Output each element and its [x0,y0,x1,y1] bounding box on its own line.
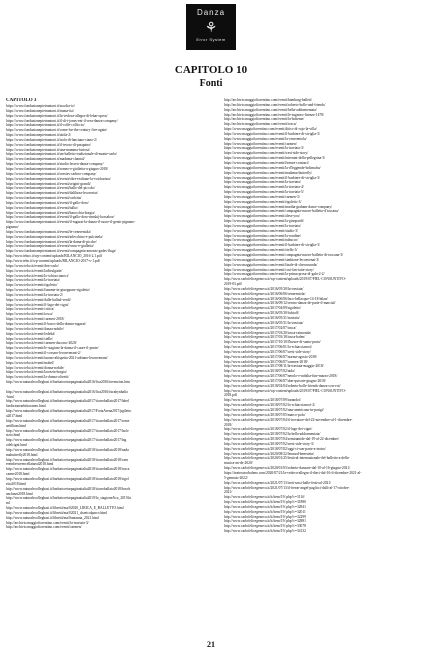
source-link[interactable]: https://www.tebo.it/eventi/la-traviata/ [6,278,60,283]
source-link[interactable]: https://www.fondazionepietrantoni.it/madama-chantal/ [6,157,85,162]
source-link[interactable]: http://www.carlofelicegenova.it/2021/07/13/torti-sassi-balle-festival-2021/ [224,480,332,485]
source-link[interactable]: https://www.maggiofiorentino.com/eventi/la-traviata-4/ [224,185,304,190]
source-link[interactable]: http://www.carlofelicegenova.it/2018/07/02/una-americano-in-parigi/ [224,408,324,412]
source-link[interactable]: https://www.tebo.it/eventi/il-barco-della-donna-ragazzi/ [6,321,87,326]
source-link[interactable]: http://www.carlofelicegenova.it/2017/06/07/nerolo-e-nobilta-fine-marzo-2018/ [224,374,338,379]
source-link[interactable]: http://www.carlofelicegenova.it/2016/06/06/laco-bellacque-14-18-bilan/ [224,296,328,301]
source-link[interactable]: http://www.carlofelicegenova.it/it/item/19/.php?c=31880 [224,500,306,505]
source-link[interactable]: http://www.naturalecollegbasi.it/barbatoceiarpaginaitalia2017/ticaroballato2017/lag [6,438,127,443]
source-link[interactable]: http://www.carlofelicegenova.it/2017/10/10/l'hustre-di-santo-prato/ [224,340,321,345]
source-link[interactable]: 2018.pdf [224,393,237,398]
source-link[interactable]: http://www.naturalecollegbasi.it/libretti/ma/02020_LIRICA_E_BALLETTO.html [6,506,124,511]
source-link[interactable]: https://www.tebo.it/eventi/fedeltà/ [6,331,56,336]
source-link[interactable]: https://www.maggiofiorentino.com/eventi/la-cenerentola/ [224,136,307,141]
source-link[interactable]: https://www.maggiofiorentino.com/eventi/la-traviata-3/ [224,146,304,151]
source-link[interactable]: https://www.maggiofiorentino.com/eventi/compagnia-nuovo-balletto-di-toscana-3/ [224,253,344,257]
source-link[interactable]: http://www.carlofelicegenova.it/2018/07/02/la-bella-addormentata/ [224,432,321,437]
source-link[interactable]: http://www.naturalecollegbasi.it/libretti/ma/02021_chaeicalparco.html [6,510,108,515]
source-link[interactable]: http://www.naturalecollegbasi.it/barbatoceiarpaginaitalia2017/ticaroballato2017/rome [6,418,130,423]
source-link[interactable]: http://www.carlofelicegenova.it/2020/01/25/festival-internazionale-del-balletto-a-della- [224,456,350,461]
source-link[interactable]: https://www.fondazionepietrantoni.it/eventi/compagnia-antonio-gades-flugs/ [6,249,117,254]
source-link[interactable]: http://www.carlofelicegenova.it/it/item/19/.php?c=34132 [224,529,306,534]
source-link[interactable]: https://www.maggiofiorentino.com/eventi/martha-graham-dance-company/ [224,204,333,209]
source-link[interactable]: http://www.naturalecollegbasi.it/barbatoceiarpaginaitalia2018/ticaroballato2018/bosch [6,486,131,491]
source-link[interactable]: http://www.carlofelicegenova.it/2018/07/02/aida/ [224,369,295,374]
source-link[interactable]: https://www.maggiofiorentino.com/eventi/la-traviata-5/ [224,190,304,195]
source-link[interactable]: http://www.carlofelicegenova.it/wp-content/uploads/2019/07/PIEL-CONSUNTIVO- [224,277,346,282]
source-link[interactable]: http://www.tebo.it/wp-content/uploads/BILANCIO-2017-v-1.pdf [6,259,100,263]
source-link[interactable]: https://www.fondazionepietrantoni.it/eventi/oltre-realtune-la-voicharista/ [6,176,111,181]
source-link[interactable]: http://archivio.maggiofiorentino.com/eventi/la-traviata-3/ [6,520,89,525]
source-link[interactable]: https://www.maggiofiorentino.com/eventi/il-barbiere-di-siviglia-3/ [224,131,320,136]
right-link-list [224,98,420,534]
company-logo [186,4,236,50]
source-link[interactable]: https://teatroarcobaleno.com/2020/07/21/la-vedova-allegra-il-dieci-dal-16-il-dicembre-2021-al- [224,470,362,475]
source-link[interactable]: https://www.fondazionepietrantoni.it/un-balletto-tradizionale-di-monte-carlo/ [6,152,118,157]
source-link[interactable]: http://www.carlofelicegenova.it/2018/07/02/lo-schiaccianoci-2/ [224,403,316,408]
source-link[interactable]: http://archivio.maggiofiorentino.com/eventi/carmen/ [6,525,82,530]
source-link[interactable]: http://archivio.maggiofiorentino.com/eventi/la-boheme/ [224,117,305,122]
source-link[interactable]: mabutterfly2018.html [6,452,38,457]
source-link[interactable]: a2017.html [6,414,23,418]
source-link[interactable]: http://www.carlofelicegenova.it/2017/06/07/don-quixote-giugno-2018/ [224,378,326,383]
source-link[interactable]: https://www.maggiofiorentino.com/eventi/cosi-fan-tutte-story/ [224,267,314,272]
source-link[interactable]: http://www.naturalecollegbasi.it/barbatoceiarpaginaitalia2019/lo_stagione/lica_2019.ht [6,496,132,501]
source-link[interactable]: https://www.fondazionepietrantoni.it/isola-di-lanciano-ciano-2/ [6,137,97,142]
source-link[interactable]: http://www.naturalecollegbasi.it/barbatoceiarpaginaitalia2018/ticaroballato2018/nada [6,447,129,452]
source-link[interactable]: http://www.carlofelicegenova.it/2017/06/01/lo-schiaccianoci/ [224,345,313,350]
source-link[interactable]: http://www.carlofelicegenova.it/2018/07/02/oggi-ci-son-parte-a-teatro/ [224,446,326,451]
source-link[interactable]: https://www.tebo.it/eventi/la-traviata-2/ [6,292,63,297]
source-link[interactable]: https://www.fondazionepietrantoni.it/eventi/arlecchino-e-pulcinela/ [6,234,103,239]
source-link[interactable]: https://www.fondazionepietrantoni.it/eventi/barocchia-borgia/ [6,210,95,215]
source-link[interactable]: https://www.maggiofiorentino.com/eventi/interrani-della-pellegrina-3/ [224,156,326,161]
source-link[interactable]: https://www.maggiofiorentino.com/eventi/carmen-3/ [224,194,300,199]
source-link[interactable]: etto2018.html [6,481,27,486]
source-link[interactable]: https://www.tebo.it/eventi/mabel/ [6,360,55,365]
source-link[interactable]: http://archivio.maggiofiorentino.com/eventi/bella-addormentata/ [224,107,317,112]
source-link[interactable]: https://www.tebo.it/eventi/lo-schiaccianoci/ [6,273,69,278]
source-link[interactable]: http://www.naturalecollegbasi.it/barbatoceiarpaginaitalia2016/lica2016/istrabynbalia [6,389,128,394]
source-link[interactable]: http://www.carlofelicegenova.it/it/item/19/.php?c=33078 [224,524,306,529]
source-link[interactable]: https://www.fondazionepietrantoni.it/eventi/dalilizza-lecorestar/ [6,191,98,196]
source-link[interactable]: http://www.carlofelicegenova.it/2018/07/02/il-lago-dei-cigni/ [224,427,313,432]
source-link[interactable]: aetilliam.html [6,423,27,428]
source-link[interactable]: http://archivio.maggiofiorentino.com/eventi/tosca/ [224,122,297,127]
source-link[interactable]: http://archivio.maggiofiorentino.com/eventi/roberto-bolle-and-friends/ [224,102,326,107]
source-link[interactable]: https://www.tebo.it/eventi/carmen-dacorso-2020/ [6,341,77,346]
source-link[interactable]: http://www.naturalecollegbasi.it/barbatoceiarpaginaitalia2018/ticaroballato2018/rigol [6,476,129,481]
source-link[interactable]: https://www.fondazionepietrantoni.it/eventi/tullio/ [6,205,79,210]
source-link[interactable]: https://www.fondazionepietrantoni.it/attila-2/ [6,133,72,138]
source-link[interactable]: http://www.carlofelicegenova.it/2017/03/18/tosca-balen/ [224,335,306,340]
logo-tagline: Error System [196,37,226,42]
section-label: CAPITOLO 3 [6,98,37,103]
source-link[interactable]: http://www.carlofelicegenova.it/2018/07/04/semiramide-dal-19-al-22-dicembre/ [224,437,340,442]
source-link[interactable]: http://www.carlofelicegenova.it/2017/03/20/tosca-raimonda/ [224,330,311,335]
right-column [224,98,420,618]
source-link[interactable]: https://www.maggiofiorentino.com/eventi/finale-di-cherossonda/ [224,262,318,267]
source-link[interactable]: https://www.maggiofiorentino.com/eventi/ditico-di-rojo-la-villa/ [224,127,317,132]
source-link[interactable]: https://www.fondazionepietrantoni.it/studio-lecreo-danza-company/ [6,162,104,167]
source-link[interactable]: https://www.maggiofiorentino.com/eventi/la-prima-prosa-di-gala-2-2/ [224,272,325,277]
source-link[interactable]: http://www.carlofelicegenova.it/it/item/19/.php?c=32841 [224,504,306,509]
source-link[interactable]: http://www.carlofelicegenova.it/2017/04/09/rigoletto/ [224,306,302,311]
source-link[interactable]: https://www.tebo.it/eventi/den-carlo/ [6,263,59,268]
source-link[interactable]: https://www.maggiofiorentino.com/eventi/carmen/ [224,141,297,146]
source-link[interactable]: 5-gennaio-2022/ [224,475,248,480]
source-link[interactable]: http://www.naturalecollegbasi.it/barbatoceiarpaginaitalia2016/lica2016/invenzion.htm [6,380,130,385]
source-link[interactable]: http://www.carlofelicegenova.it/2018/07/04/il-trovatore-del-22-novembre-al-1-dicembre- [224,417,353,422]
source-link[interactable]: http://www.carlofelicegenova.it/2020/08/22/leonard-bernstein/ [224,451,314,456]
source-link[interactable]: https://www.fondazionepietrantoni.it/una-mamma-furiosa/ [6,147,90,152]
source-link[interactable]: https://www.maggiofiorentino.com/eventi/compagnia-nuovo-balletto-d'toscana/ [224,209,339,214]
source-link[interactable]: https://www.fondazionepietrantoni.it/eventi/rosso-e-gialletta/ [6,244,94,249]
source-link[interactable]: http://www.carlofelicegenova.it/wp-content/uploads/2019/07/PIEL-CONSUNTIVO- [224,388,346,393]
source-link[interactable]: http://www.carlofelicegenova.it/it/item/19/.php?c=32299 [224,514,306,519]
source-link[interactable]: http://www.carlofelicegenova.it/2018/07/02/west-side-story-3/ [224,441,314,446]
source-link[interactable]: sizio.html [6,433,21,438]
source-link[interactable]: http://www.carlofelicegenova.it/2018/07/09/turandot/ [224,398,301,403]
source-link[interactable]: https://www.maggiofiorentino.com/eventi/otello-3/ [224,248,298,253]
source-link[interactable]: http://www.carlofelicegenova.it/2016/09/12/centro-danza-de-parte-il-marcial/ [224,301,336,306]
source-link[interactable]: http://www.carlofelicegenova.it/2017/06/07/west-side-story/ [224,349,311,354]
logo-name: Danza [196,8,226,17]
chapter-subtitle: Fonti [199,78,223,89]
source-link[interactable]: https://www.tebo.it/eventi/stelle/ [6,336,53,341]
source-link[interactable]: ereinbetweencellataeal2018.html [6,462,54,467]
source-link[interactable]: http://www.naturalecollegbasi.it/barbatoceiarpaginaitalia2018/ticaroballato2018/cam [6,457,128,462]
source-link[interactable]: https://www.tebo.it/eventi/il-lago-dei-cigni/ [6,302,69,307]
source-link[interactable]: https://www.tebo.it/eventi/tosca/ [6,312,53,317]
source-link[interactable]: https://www.fondazionepietrantoni.it/ascolta-io/ [6,104,75,108]
source-link[interactable]: https://www.maggiofiorentino.com/eventi/nabucco/ [224,238,299,243]
source-link[interactable]: http://www.naturalecollegbasi.it/barbatoceiarpaginaitalia2017/FortaArena2017/pgiletto [6,409,132,414]
source-link[interactable]: https://www.tebo.it/eventi/ladivulgatie/ [6,268,63,273]
source-link[interactable]: http://www.naturalecollegbasi.it/barbatoceiarpaginaitalia2017/ticaroballato2017/lacle [6,428,129,433]
source-link[interactable]: http://www.carlofelicegenova.it/2016/05/30/falstaff/ [224,311,299,316]
source-link[interactable]: https://www.tebo.it/eventi/fiamme-in-giuoppone-rigoletto/ [6,288,91,293]
source-link[interactable]: -html [6,394,14,399]
source-link[interactable]: http://www.naturalecollegbasi.it/barbatoceiarpaginaitalia2018/ticaroballato2018/tosca [6,467,130,472]
source-link[interactable]: https://www.fondazionepietrantoni.it/eventi/il-gallo-doro-rimskij-korsakov/ [6,215,115,220]
source-link[interactable]: https://www.maggiofiorentino.com/eventi/simbione-leconvenat-3/ [224,257,320,262]
source-link[interactable]: http://www.carlofelicegenova.it/2021/07/13/il-freear-angel-paglicci-dalli-al-17-ottobre- [224,485,350,490]
source-link[interactable]: https://www.fondazionepietrantoni.it/eventi/il-ragazzi-la-danza-il-cuore-il-genio-pignano- [6,220,136,225]
source-link[interactable]: http://www.carlofelicegenova.it/2016/05/30/la-traviata/ [224,286,304,291]
source-link[interactable]: https://www.tebo.it/eventi/danza-nobile/ [6,326,64,331]
source-link[interactable]: https://www.maggiofiorentino.com/eventi/la-traviata/ [224,180,301,185]
source-link[interactable]: http://www.teboo.it/wp-content/uploads/BILANCIO_2016-2.1.pdf [6,254,102,259]
source-link[interactable]: https://www.fondazionepietrantoni.it/la-vedova-allegra-di-lehar-opera/ [6,113,108,118]
left-column [6,98,202,618]
source-link[interactable]: https://www.fondazionepietrantoni.it/eventi/carlotta/ [6,196,82,201]
source-link[interactable]: http://www.carlofelicegenova.it/2016/05/31/la-traviata/ [224,320,304,325]
source-link[interactable]: http://www.carlofelicegenova.it/2017/08/11/la-traviata-maggio-2018/ [224,364,324,369]
source-link[interactable]: https://www.maggiofiorentino.com/eventi/firenze-contract/ [224,160,309,165]
left-link-list [6,104,202,530]
source-link[interactable]: https://www.fondazionepietrantoni.it/eventi/ballo-del-piccolo/ [6,186,96,191]
source-link[interactable]: 2019-03.pdf [224,282,242,287]
source-link[interactable]: https://www.maggiofiorentino.com/eventi/madama-butterfly/ [224,170,312,175]
source-link[interactable]: https://www.tebo.it/eventi/critica/ [6,307,55,312]
source-link[interactable]: http://www.carlofelicegenova.it/2017/02/07/tosca/ [224,325,297,330]
source-link[interactable]: ml [6,501,10,506]
source-link[interactable]: http://www.carlofelicegenova.it/it/item/19/.php?c=32011 [224,509,306,514]
source-link[interactable]: https://www.fondazionepietrantoni.it/orestes-carlino-company/ [6,171,97,176]
source-link[interactable]: 2018/ [224,422,233,427]
source-link[interactable]: http://www.carlofelicegenova.it/2017/06/07/carmen-2018/ [224,359,308,364]
source-link[interactable]: https://www.maggiofiorentino.com/eventi/la-d'leggende-bolimafra/ [224,165,321,170]
source-link[interactable]: https://www.maggiofiorentino.com/eventi/rigoletto-3/ [224,199,302,204]
source-link[interactable]: https://www.fondazionepietrantoni.it/trama-ita/ [6,108,74,113]
source-link[interactable]: http://archivio.maggiofiorentino.com/eventi/bamburg-ballett/ [224,98,312,102]
source-link[interactable]: anclanzi2018.html [6,491,33,496]
source-link[interactable]: https://www.maggiofiorentino.com/eventi/studio-3/ [224,228,299,233]
source-link[interactable]: https://www.fondazionepietrantoni.it/eventi/origini-grandi/ [6,181,91,186]
source-link[interactable]: http://www.naturalecollegbasi.it/libretti/ma/Santanna_2021.html [6,515,99,520]
page-number: 21 [207,640,215,649]
source-link[interactable]: https://www.fondazionepietrantoni.it/romeo-e-giulietta-a-giugno-2018/ [6,166,109,171]
chapter-title: CAPITOLO 10 [174,64,248,76]
source-link[interactable]: http://www.carlofelicegenova.it/2018/02/04/roberto-bolle-friends-danza-con-voi/ [224,383,341,388]
source-link[interactable]: odelcigni.html [6,443,27,448]
source-link[interactable]: https://www.maggiofiorentino.com/eventi/il-barbiere-di-siviglia-3/ [224,175,320,180]
source-link[interactable]: https://www.tebo.it/eventi/carmen-2018/ [6,317,65,322]
source-link[interactable]: https://www.maggiofiorentino.com/eventi/la-ginopardi/ [224,219,304,224]
source-link[interactable]: http://www.carlofelicegenova.it/2016/06/06/cenerentola/ [224,291,306,296]
source-link[interactable]: http://www.carlofelicegenova.it/it/item/19/.php?c=311ff [224,495,305,500]
source-link[interactable]: https://www.tebo.it/eventi/rigoletto/ [6,283,58,288]
source-link[interactable]: https://www.maggiofiorentino.com/eventi/aless-you/ [224,214,300,219]
source-link[interactable]: https://www.fondazionepietrantoni.it/il-di-t-jones-ent-il-crea-danza-company/ [6,118,118,123]
source-link[interactable]: http://www.carlofelicegenova.it/2020/01/03/roberto-danzare-dal-10-al-16-giugno-2021/ [224,466,351,471]
source-link[interactable]: https://www.tebo.it/eventi/turano-altispetta-2021-adriano-leconvenant/ [6,355,108,360]
source-link[interactable]: 2021/ [224,490,233,495]
source-link[interactable]: http://www.naturalecollegbasi.it/barbatoceiarpaginaitalia2017/ticaroballato2017/label [6,399,129,404]
source-link[interactable]: https://www.fondazionepietrantoni.it/eventi/la-dama-di-picche/ [6,239,97,244]
source-link[interactable]: http://www.carlofelicegenova.it/2017/06/07/norma-agosto-2018/ [224,354,317,359]
source-link[interactable]: https://www.tebo.it/eventi/dalle-ballad-verdi/ [6,297,71,302]
source-link[interactable]: https://www.fondazionepietrantoni.it/il-tesoro-di-pasquino/ [6,142,92,147]
source-link[interactable]: https://www.tebo.it/eventi/lacrezia-borgia/ [6,370,67,375]
source-link[interactable]: musica-an-de-2020/ [224,461,253,466]
source-link[interactable]: https://www.tebo.it/eventi/le-stagioni-la-danza-il-cuore-il-ponte/ [6,346,99,351]
source-link[interactable]: http://www.carlofelicegenova.it/2016/05/31/traviata/ [224,315,300,320]
source-link[interactable]: http://www.carlofelicegenova.it/2018/07/05/marco-polo/ [224,412,306,417]
source-link[interactable]: https://www.tebo.it/eventi/donna-nobile/ [6,365,65,370]
source-link[interactable]: https://www.fondazionepietrantoni.it/eventi/le-cenerentola/ [6,229,91,234]
dancer-icon: ⚘ [204,19,218,35]
source-link[interactable]: https://www.fondazionepietrantoni.it/eventi/il-gallo-doro/ [6,200,89,205]
source-link[interactable]: http://archivio.maggiofiorentino.com/eventi/le-sugnoro-firenze-1478/ [224,112,324,117]
source-link[interactable]: https://www.maggiofiorentino.com/eventi/la-rondine/ [224,233,302,238]
source-link[interactable]: https://www.maggiofiorentino.com/eventi/il-barbiere-di-siviglia-3/ [224,243,320,248]
source-link[interactable]: https://www.fondazionepietrantoni.it/come-far-the-century-five-again/ [6,128,108,133]
source-link[interactable]: http://www.carlofelicegenova.it/it/item/19/.php?c=32881 [224,519,306,524]
source-link[interactable]: https://www.fondazionepietrantoni.it/il-colle-colliccio/ [6,123,85,128]
source-link[interactable]: https://www.tebo.it/eventi/il-corsaro-leconvenant-2/ [6,351,81,356]
source-link[interactable]: pignano/ [6,225,19,230]
source-link[interactable]: https://www.maggiofiorentino.com/eventi/la-traviata/ [224,223,301,228]
source-link[interactable]: https://www.maggiofiorentino.com/eventi/west-side-story/ [224,151,309,156]
source-link[interactable]: laedizionearbittoraneo.html [6,404,46,409]
source-link[interactable]: carme2018.html [6,472,30,477]
source-link[interactable]: https://www.tebo.it/eventi/la-donna-olivetti/ [6,375,70,380]
